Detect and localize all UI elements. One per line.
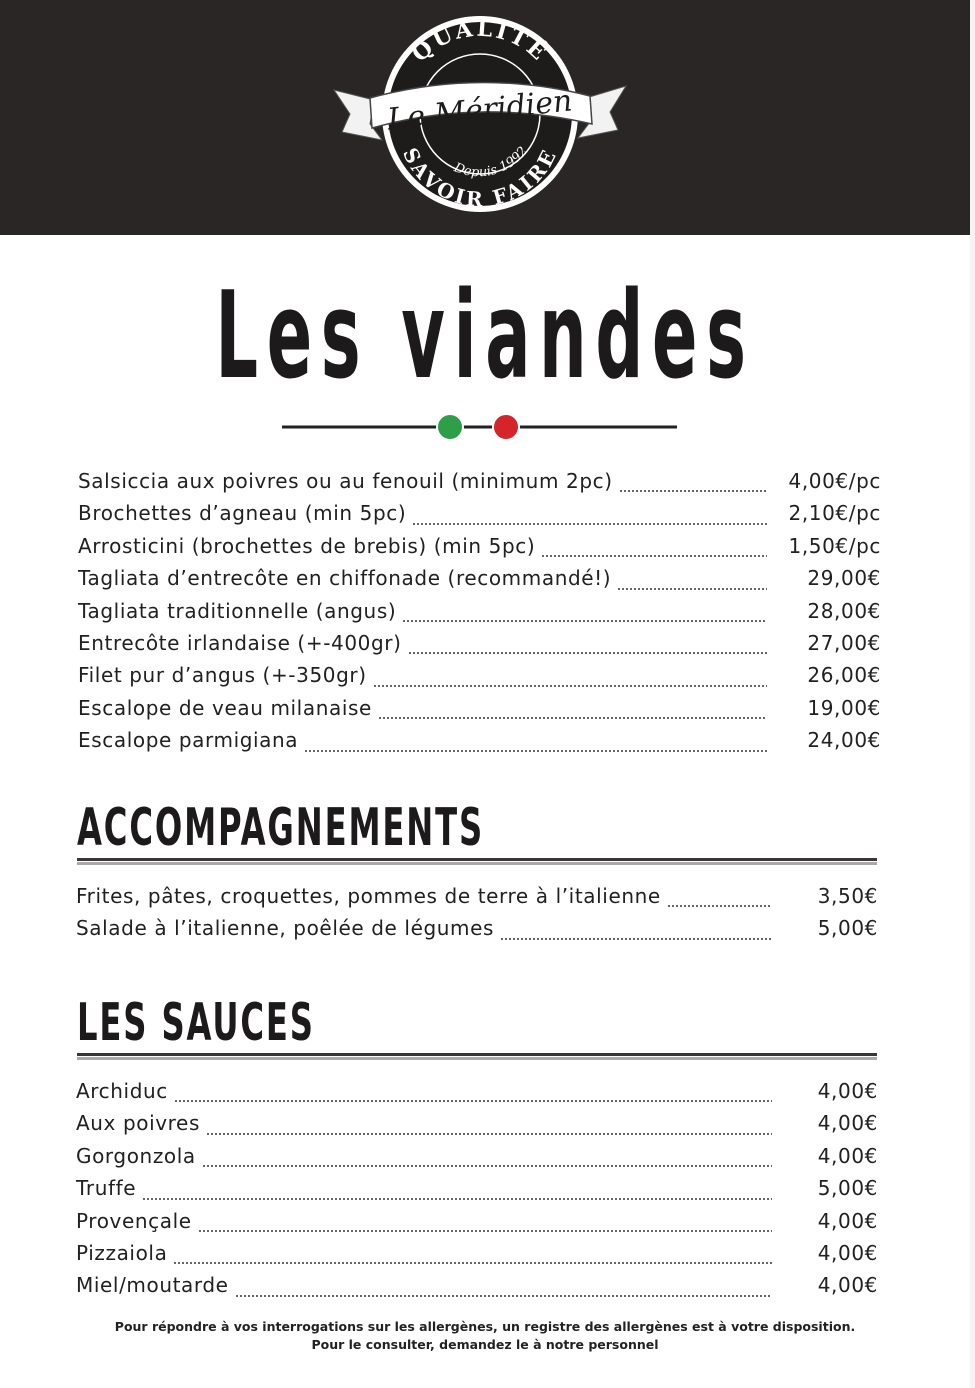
menu-item-name: Escalope parmigiana bbox=[78, 728, 299, 753]
menu-item-name: Salsiccia aux poivres ou au fenouil (minimum 2pc) bbox=[78, 469, 613, 493]
menu-item-name: Miel/moutarde bbox=[76, 1273, 229, 1298]
dot-leader bbox=[235, 1295, 772, 1297]
menu-item-name: Truffe bbox=[76, 1176, 137, 1201]
menu-item bbox=[76, 916, 878, 948]
le-meridien-logo bbox=[330, 12, 630, 217]
title-divider bbox=[282, 412, 677, 442]
menu-item bbox=[78, 696, 881, 728]
viandes-list bbox=[78, 469, 881, 761]
menu-item-price: 5,00€ bbox=[817, 1176, 878, 1201]
dot-leader bbox=[412, 523, 767, 525]
menu-item-name: Brochettes d’agneau (min 5pc) bbox=[78, 501, 407, 526]
dot-leader bbox=[173, 1262, 772, 1264]
menu-item-price: 19,00€ bbox=[807, 695, 881, 720]
menu-item-name: Salade à l’italienne, poêlée de légumes bbox=[76, 916, 495, 941]
menu-item-name: Entrecôte irlandaise (+-400gr) bbox=[78, 630, 402, 655]
accompagnements-rule bbox=[77, 858, 877, 866]
menu-item bbox=[78, 534, 881, 566]
footer-line-2: Pour le consulter, demandez le à notre personnel bbox=[311, 1337, 659, 1352]
dot-leader bbox=[617, 588, 767, 590]
menu-item-price: 29,00€ bbox=[807, 566, 881, 591]
dot-leader bbox=[500, 938, 772, 940]
menu-item bbox=[76, 1144, 878, 1176]
menu-item-name: Escalope de veau milanaise bbox=[78, 695, 372, 720]
menu-item bbox=[78, 663, 881, 695]
dot-leader bbox=[304, 750, 767, 752]
menu-item-name: Tagliata traditionnelle (angus) bbox=[78, 598, 397, 623]
dot-leader bbox=[373, 685, 767, 687]
menu-item-price: 4,00€ bbox=[817, 1143, 878, 1168]
menu-item bbox=[78, 501, 881, 533]
footer-line-1: Pour répondre à vos interrogations sur les allergènes, un registre des allergènes est à votre disposition. bbox=[114, 1319, 856, 1334]
accompagnements-list bbox=[76, 884, 878, 949]
menu-item-price: 4,00€ bbox=[817, 1079, 878, 1103]
allergen-footer bbox=[0, 1318, 970, 1354]
menu-item-price: 28,00€ bbox=[807, 598, 881, 623]
menu-item-name: Pizzaiola bbox=[76, 1240, 168, 1265]
menu-item-name: Gorgonzola bbox=[76, 1143, 196, 1168]
menu-item-name: Filet pur d’angus (+-350gr) bbox=[78, 663, 367, 688]
accompagnements-heading: ACCOMPAGNEMENTS bbox=[77, 798, 485, 858]
dot-leader bbox=[206, 1133, 772, 1135]
sauces-heading: LES SAUCES bbox=[77, 993, 315, 1053]
dot-leader bbox=[619, 490, 767, 492]
menu-item bbox=[76, 884, 878, 916]
menu-item-name: Tagliata d’entrecôte en chiffonade (recommandé!) bbox=[78, 566, 612, 591]
menu-item-price: 1,50€/pc bbox=[788, 533, 881, 558]
dot-leader bbox=[198, 1230, 772, 1232]
page-edge bbox=[970, 0, 975, 1388]
red-dot bbox=[493, 414, 519, 440]
logo-since: Depuis 1992 bbox=[451, 144, 531, 181]
dot-leader bbox=[541, 555, 767, 557]
menu-item-price: 4,00€ bbox=[817, 1208, 878, 1233]
menu-item-price: 4,00€ bbox=[817, 1240, 878, 1265]
menu-item-price: 2,10€/pc bbox=[788, 501, 881, 526]
dot-leader bbox=[402, 620, 767, 622]
dot-leader bbox=[202, 1165, 772, 1167]
menu-item-name: Frites, pâtes, croquettes, pommes de terre à l’italienne bbox=[76, 884, 661, 908]
sauces-list bbox=[76, 1079, 878, 1306]
menu-item-price: 24,00€ bbox=[807, 728, 881, 753]
dot-leader bbox=[378, 717, 767, 719]
green-dot bbox=[437, 414, 463, 440]
menu-item bbox=[76, 1079, 878, 1111]
dot-leader bbox=[142, 1198, 772, 1200]
menu-item bbox=[78, 728, 881, 760]
logo-bottom-text: SAVOIR FAIRE bbox=[398, 143, 562, 212]
logo-brand: Le Méridien bbox=[385, 83, 574, 138]
menu-item bbox=[76, 1176, 878, 1208]
menu-item bbox=[76, 1273, 878, 1305]
menu-item-price: 26,00€ bbox=[807, 663, 881, 688]
dot-leader bbox=[408, 652, 767, 654]
menu-item-price: 27,00€ bbox=[807, 630, 881, 655]
sauces-rule bbox=[77, 1053, 877, 1061]
menu-item bbox=[78, 599, 881, 631]
menu-item bbox=[76, 1209, 878, 1241]
menu-item bbox=[76, 1241, 878, 1273]
menu-item-name: Archiduc bbox=[76, 1079, 168, 1103]
menu-item bbox=[78, 469, 881, 501]
header-banner bbox=[0, 0, 970, 235]
menu-item-price: 4,00€/pc bbox=[788, 469, 881, 493]
dot-leader bbox=[174, 1100, 772, 1102]
menu-item-price: 5,00€ bbox=[817, 916, 878, 941]
menu-item-name: Provençale bbox=[76, 1208, 192, 1233]
dot-leader bbox=[667, 905, 772, 907]
menu-item-price: 3,50€ bbox=[817, 884, 878, 908]
page-title: Les viandes bbox=[215, 267, 755, 406]
menu-item-price: 4,00€ bbox=[817, 1111, 878, 1136]
menu-item-name: Arrosticini (brochettes de brebis) (min 5pc) bbox=[78, 533, 536, 558]
menu-item-name: Aux poivres bbox=[76, 1111, 200, 1136]
menu-item bbox=[78, 566, 881, 598]
logo-top-text: QUALITÉ bbox=[406, 15, 554, 68]
menu-item bbox=[78, 631, 881, 663]
menu-item bbox=[76, 1111, 878, 1143]
menu-item-price: 4,00€ bbox=[817, 1273, 878, 1298]
